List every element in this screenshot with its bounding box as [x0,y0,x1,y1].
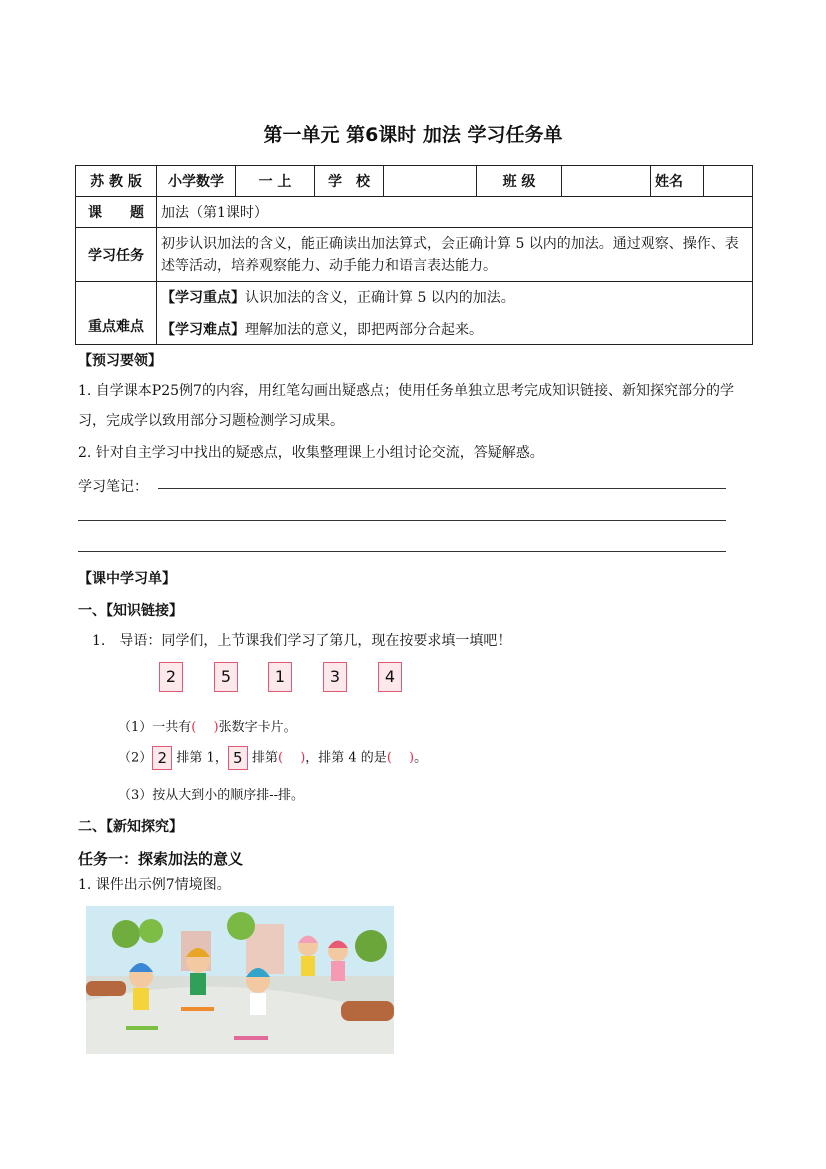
q2-blank-1[interactable]: ( ) [277,750,306,766]
question-2 [118,746,427,770]
section-new-knowledge: 二、【新知探究】 [78,819,183,835]
q2-text-2: 排第 [251,750,278,766]
topic-label: 课 题 [76,197,157,228]
scooter-scene-illustration [86,906,394,1054]
task-label: 学习任务 [76,228,157,282]
number-card: 4 [378,662,402,692]
publisher-cell: 苏 教 版 [76,166,157,197]
notes-line-2[interactable] [78,520,726,521]
class-field[interactable] [562,166,651,197]
class-label: 班 级 [477,166,562,197]
difficulty-label: 【学习难点】 [161,322,245,338]
q2-card-b: 5 [228,746,248,770]
question-1 [118,716,297,735]
task-1-item: 1. 课件出示例7情境图。 [78,877,231,893]
section-knowledge-link: 一、【知识链接】 [78,603,183,619]
q2-text-3: ，排第 4 的是 [305,750,387,766]
grade-cell: 一 上 [236,166,315,197]
number-card: 2 [159,662,183,692]
question-3: （3）按从大到小的顺序排--排。 [118,788,305,803]
q2-prefix: （2） [118,750,153,766]
difficulty-text: 理解加法的意义，即把两部分合起来。 [245,322,483,338]
key-cell [157,282,753,345]
q2-blank-2[interactable]: ( ) [386,750,415,766]
q1-blank[interactable]: ( ) [191,720,219,735]
school-field[interactable] [384,166,477,197]
name-label: 姓名 [651,166,704,197]
q2-card-a: 2 [152,746,172,770]
preview-item-1: 1. 自学课本P25例7的内容，用红笔勾画出疑惑点；使用任务单独立思考完成知识链接、新知探究部分的学习，完成学以致用部分习题检测学习成果。 [78,383,734,429]
q2-end: 。 [414,750,428,766]
number-card: 1 [268,662,292,692]
q1-suffix: 张数字卡片。 [218,720,297,735]
in-class-heading: 【课中学习单】 [78,571,176,587]
page-title: 第一单元 第6课时 加法 学习任务单 [263,124,563,146]
notes-label: 学习笔记： [78,479,148,495]
task-value: 初步认识加法的含义，能正确读出加法算式，会正确计算 5 以内的加法。通过观察、操作、表述等活动，培养观察能力、动手能力和语言表达能力。 [157,228,753,282]
q2-text-1: 排第 1， [176,750,228,766]
topic-value: 加法（第1课时） [157,197,753,228]
preview-item-2: 2. 针对自主学习中找出的疑惑点，收集整理课上小组讨论交流，答疑解惑。 [78,445,544,461]
number-card: 3 [323,662,347,692]
subject-cell: 小学数学 [157,166,236,197]
school-label: 学 校 [315,166,384,197]
notes-line-3[interactable] [78,551,726,552]
guide-text: 1. 导语：同学们，上节课我们学习了第几，现在按要求填一填吧！ [92,633,512,649]
key-point-text: 认识加法的含义，正确计算 5 以内的加法。 [245,290,515,306]
name-field[interactable] [704,166,753,197]
task-1-heading: 任务一：探索加法的意义 [78,850,244,868]
number-card: 5 [214,662,238,692]
info-table [75,165,753,345]
key-point-label: 【学习重点】 [161,290,245,306]
key-label: 重点难点 [76,282,157,345]
notes-line-1[interactable] [158,488,726,489]
q1-prefix: （1）一共有 [118,720,192,735]
preview-heading: 【预习要领】 [78,353,162,369]
